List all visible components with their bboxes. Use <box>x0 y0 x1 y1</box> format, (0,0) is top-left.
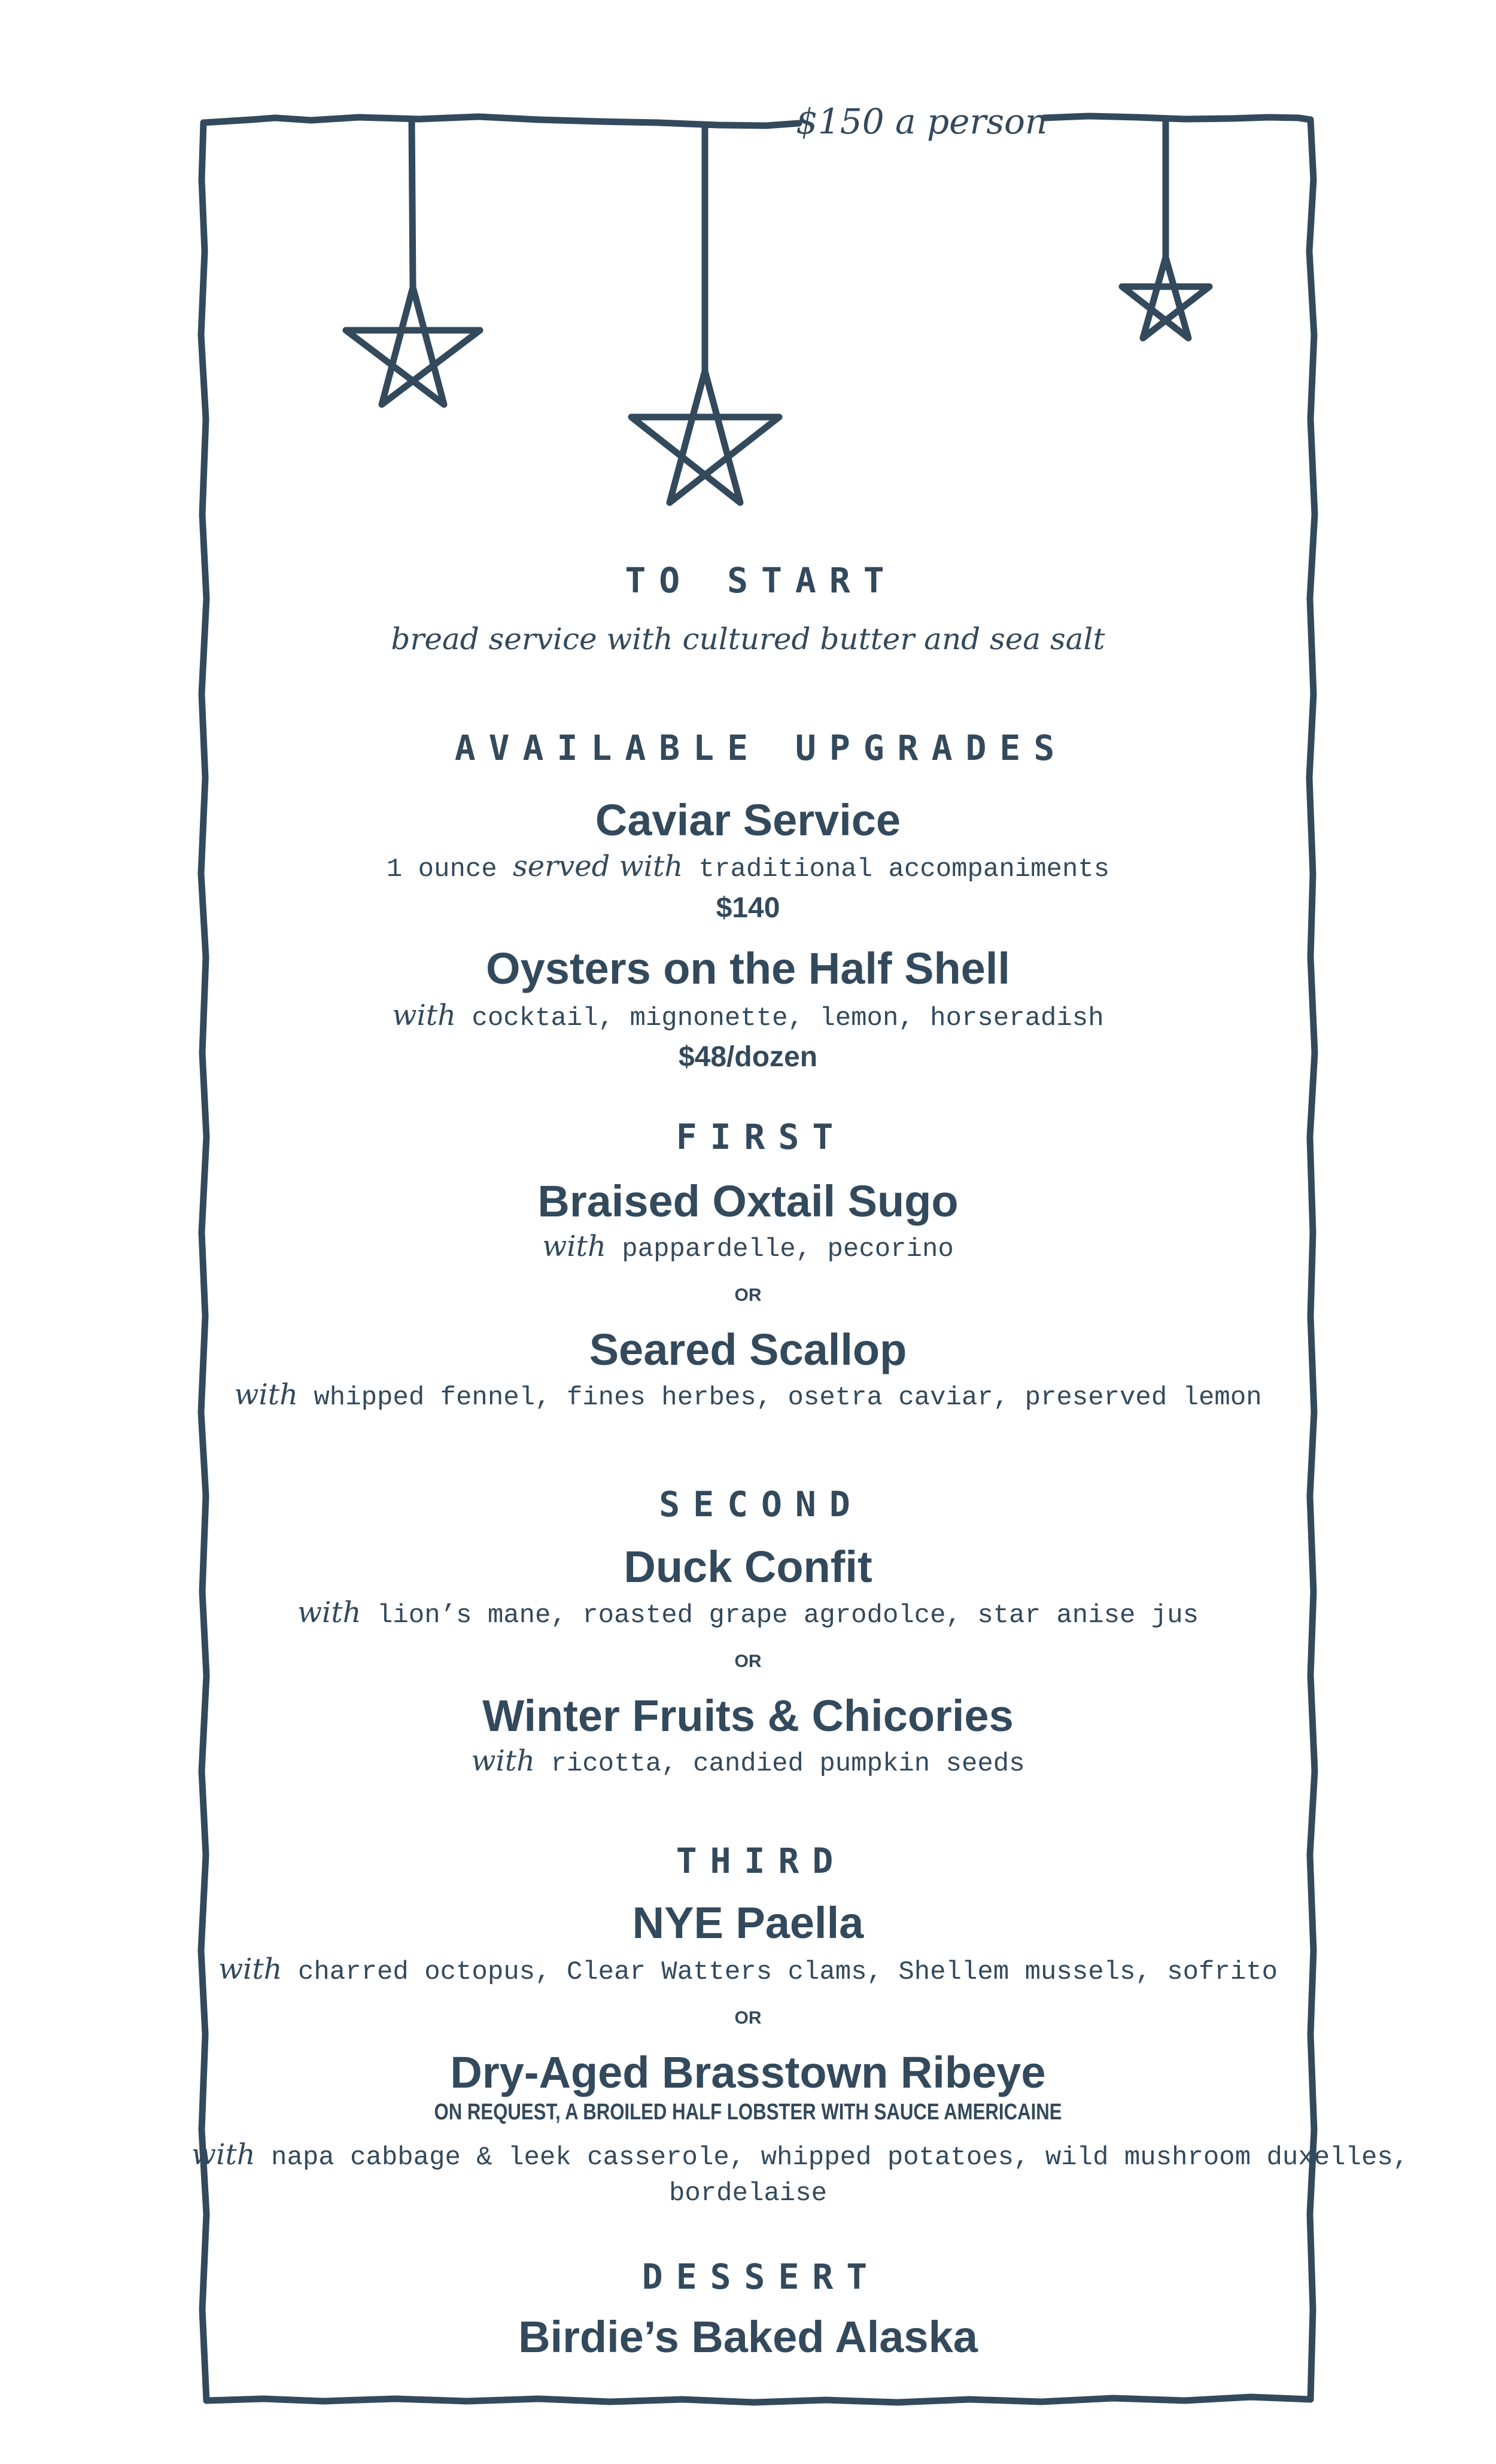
desc-with: with <box>191 2138 256 2171</box>
desc-rest: napa cabbage & leek casserole, whipped potatoes, wild mushroom duxelles, <box>271 2143 1409 2173</box>
desc-with: with <box>542 1230 606 1263</box>
dish-description <box>191 997 1305 1034</box>
dish-name: Braised Oxtail Sugo <box>537 1176 959 1226</box>
or-divider: OR <box>734 2008 762 2028</box>
desc-rest: lion’s mane, roasted grape agrodolce, star anise jus <box>377 1601 1199 1631</box>
dish-description <box>191 2136 1409 2173</box>
to-start-heading: TO START <box>625 560 898 601</box>
frame-right <box>1309 120 1315 2399</box>
third-heading: THIRD <box>676 1841 847 1881</box>
dish-name: NYE Paella <box>632 1898 864 1948</box>
frame-top-right <box>1044 116 1310 120</box>
price-per-person: $150 a person <box>796 101 1048 142</box>
frame-bottom <box>206 2397 1310 2402</box>
dish-name: Caviar Service <box>595 795 901 845</box>
desc-prefix: 1 ounce <box>386 854 497 884</box>
dish-name: Winter Fruits & Chicories <box>482 1691 1014 1741</box>
or-divider: OR <box>734 1285 762 1305</box>
frame-top-left <box>203 117 799 126</box>
string-left <box>412 120 413 287</box>
desc-with: with <box>392 999 457 1032</box>
desc-rest: pappardelle, pecorino <box>622 1234 954 1264</box>
dish-description <box>191 1951 1305 1988</box>
second-heading: SECOND <box>659 1484 863 1525</box>
dish-description <box>191 1376 1305 1413</box>
dish-name: Seared Scallop <box>589 1325 907 1374</box>
dish-description <box>191 1228 1305 1265</box>
first-heading: FIRST <box>676 1117 847 1157</box>
upgrades-heading: AVAILABLE UPGRADES <box>454 728 1068 768</box>
dish-description <box>191 1742 1305 1779</box>
desc-rest: cocktail, mignonette, lemon, horseradish <box>472 1003 1104 1033</box>
dish-description <box>191 848 1305 885</box>
dish-name: Dry-Aged Brasstown Ribeye <box>450 2048 1046 2097</box>
desc-rest: traditional accompaniments <box>698 854 1110 884</box>
star-ornament-icon <box>1122 257 1209 338</box>
dish-note: ON REQUEST, A BROILED HALF LOBSTER WITH SAUCE AMERICAINE <box>434 2100 1062 2125</box>
desc-with: with <box>234 1378 298 1412</box>
desc-with: with <box>297 1596 361 1629</box>
dish-price: $48/dozen <box>678 1041 818 1073</box>
to-start-description: bread service with cultured butter and sea salt <box>391 622 1105 656</box>
dish-description <box>191 1594 1305 1631</box>
dessert-heading: DESSERT <box>641 2256 881 2297</box>
desc-rest: charred octopus, Clear Watters clams, Shellem mussels, sofrito <box>297 1957 1278 1987</box>
desc-rest: ricotta, candied pumpkin seeds <box>551 1749 1025 1779</box>
star-ornament-icon <box>631 371 779 503</box>
dish-name: Duck Confit <box>624 1542 872 1592</box>
desc-with: with <box>218 1952 282 1986</box>
or-divider: OR <box>734 1651 762 1671</box>
dish-name: Birdie’s Baked Alaska <box>518 2312 978 2362</box>
desc-rest: whipped fennel, fines herbes, osetra caviar, preserved lemon <box>314 1383 1262 1413</box>
desc-with: with <box>471 1744 536 1778</box>
dish-name: Oysters on the Half Shell <box>486 944 1010 993</box>
star-ornament-icon <box>346 287 480 404</box>
desc-with: served with <box>513 850 683 883</box>
dish-description-line2: bordelaise <box>668 2179 828 2209</box>
dish-price: $140 <box>716 892 780 924</box>
